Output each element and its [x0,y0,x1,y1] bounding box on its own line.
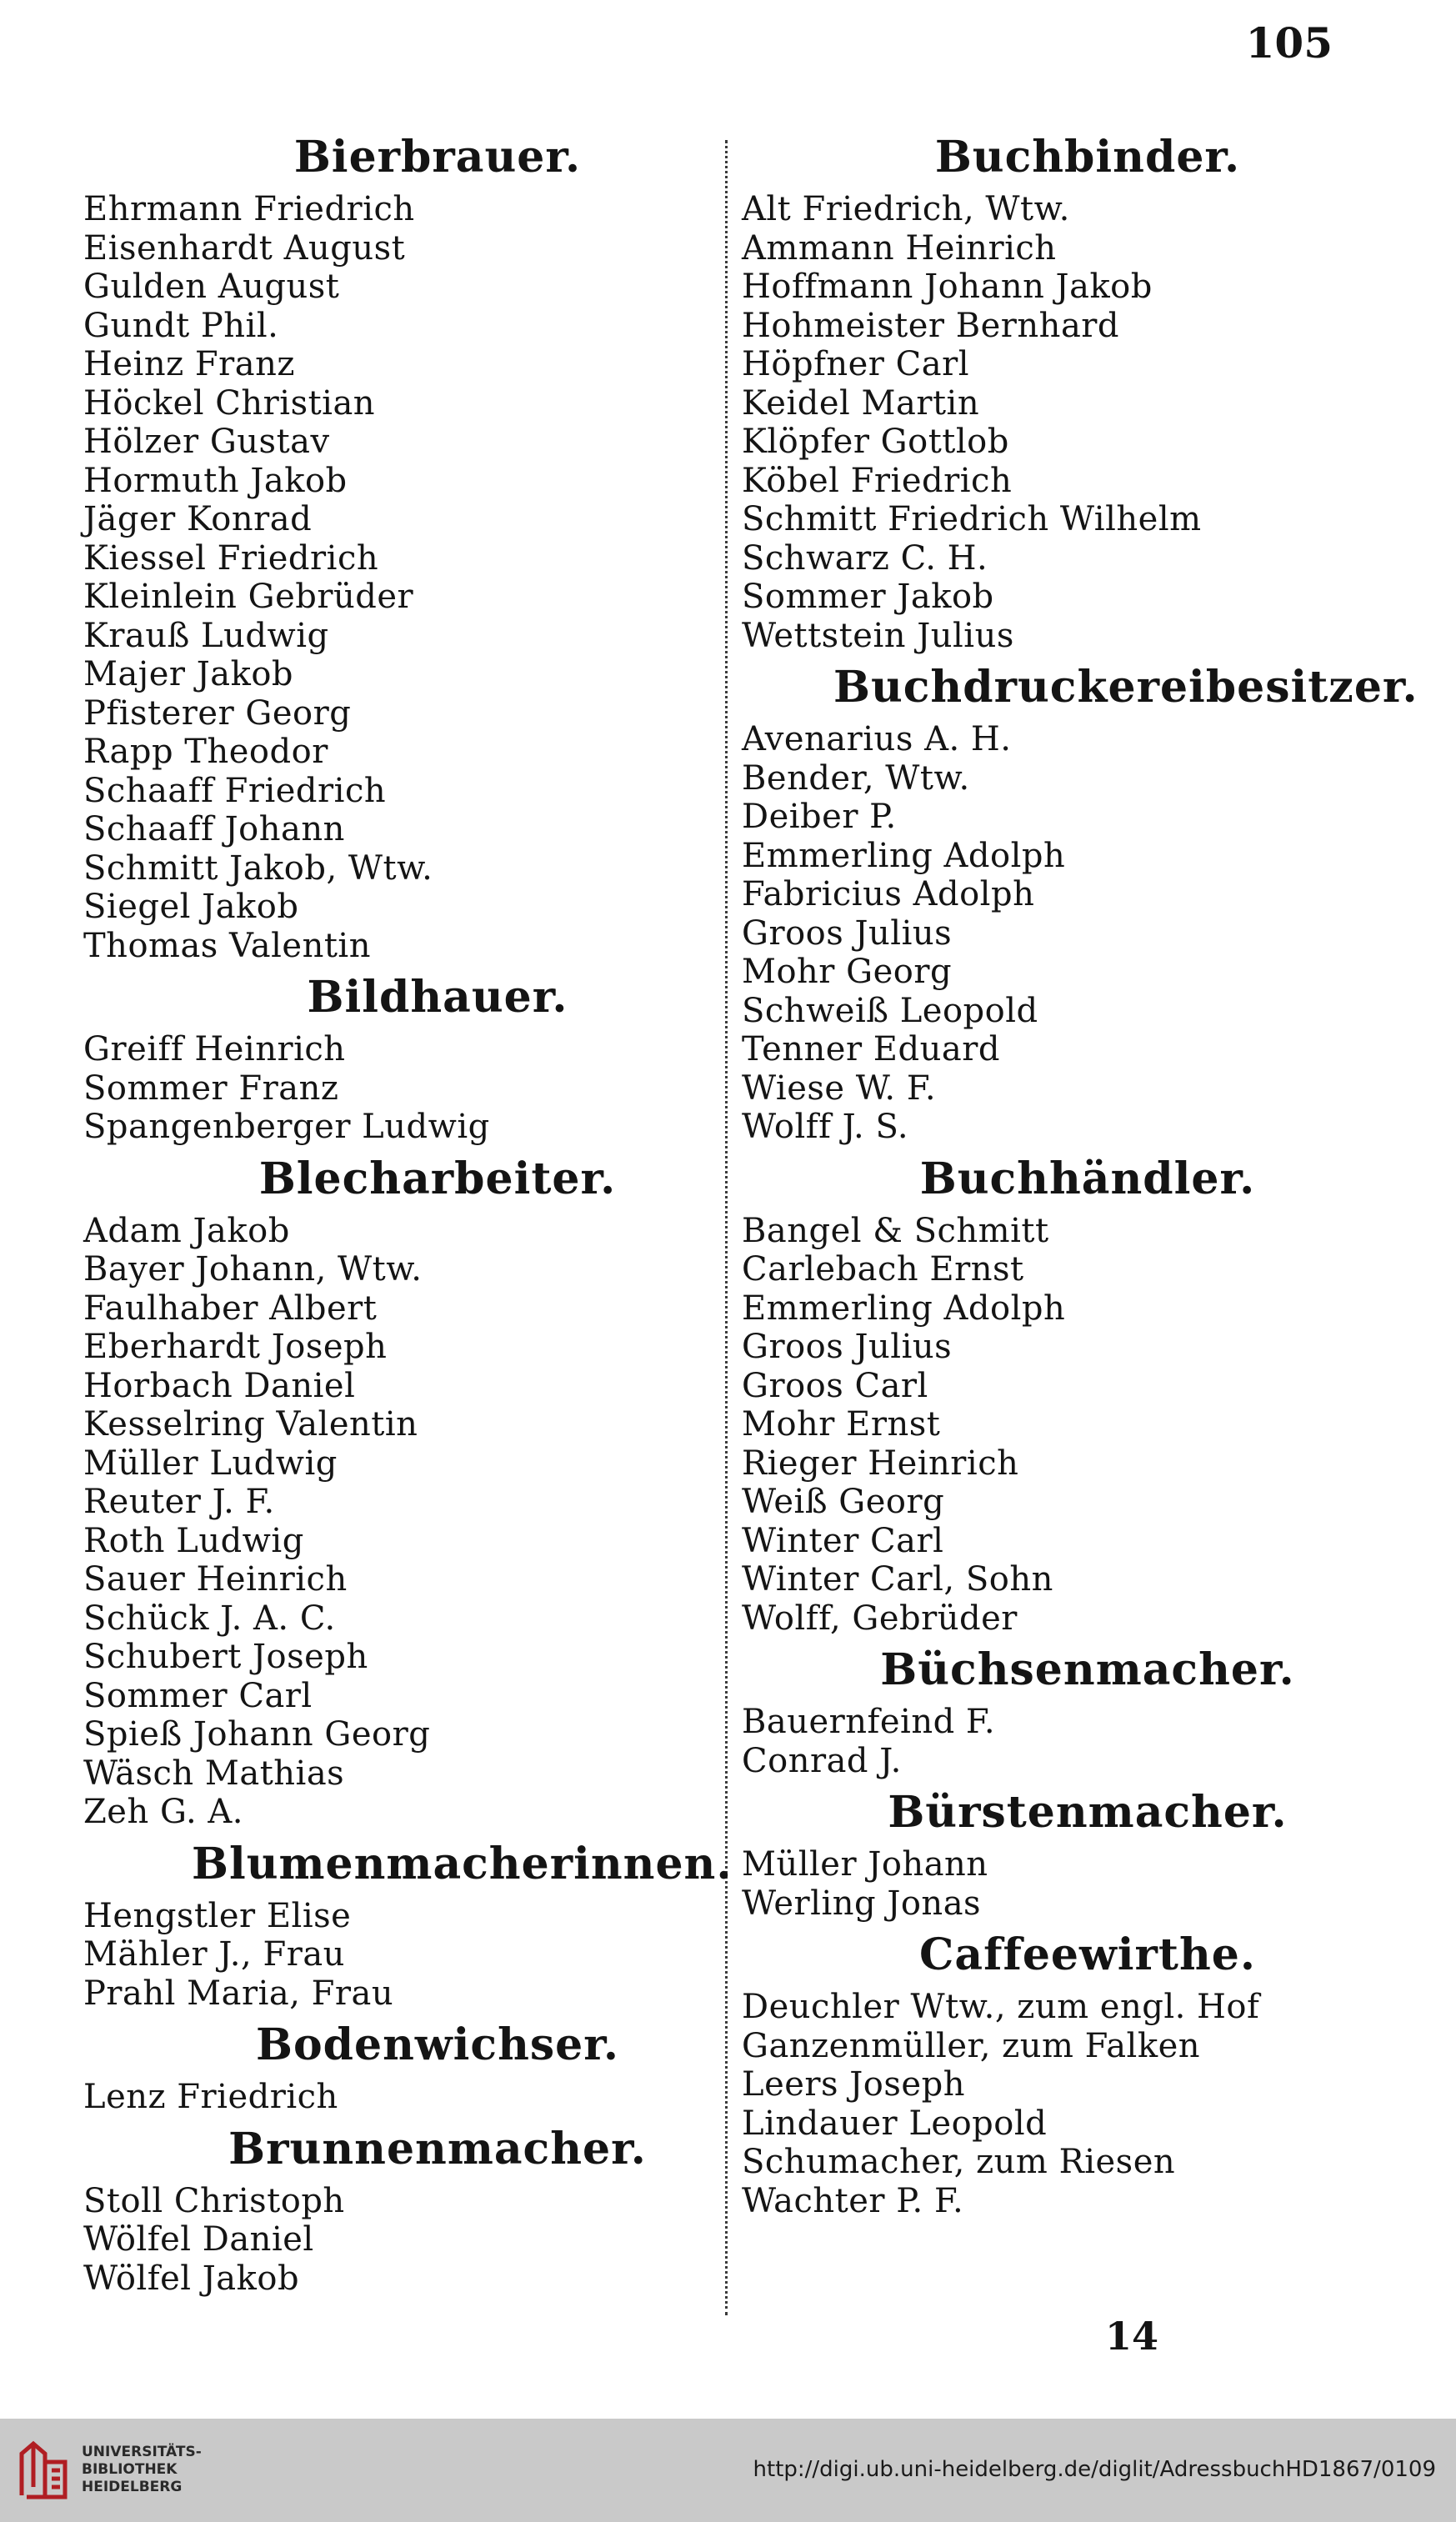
directory-entry: Bayer Johann, Wtw. [83,1250,423,1289]
directory-entry: Kesselring Valentin [83,1405,418,1444]
directory-entry: Sommer Jakob [742,578,994,616]
directory-entry: Gulden August [83,268,340,306]
directory-entry: Winter Carl, Sohn [742,1560,1053,1599]
directory-entry: Eisenhardt August [83,228,406,268]
directory-entry: Winter Carl [742,1521,944,1560]
directory-entry: Eberhardt Joseph [83,1328,388,1366]
directory-entry: Weiß Georg [742,1483,945,1521]
entry-list [742,720,1342,1147]
trade-heading: Buchbinder. [934,132,1241,183]
directory-entry: Groos Julius [742,913,953,953]
entry-list [742,1988,1342,2220]
directory-entry: Höckel Christian [83,383,376,423]
directory-entry: Krauß Ludwig [83,616,329,655]
trade-heading: Caffeewirthe. [919,1929,1256,1980]
trade-heading: Blumenmacherinnen. [192,1838,733,1889]
directory-entry: Emmerling Adolph [742,1289,1066,1328]
directory-entry: Schmitt Jakob, Wtw. [83,848,433,888]
entry-list [742,1845,1342,1923]
library-name [82,2444,202,2496]
directory-entry: Conrad J. [742,1741,902,1780]
directory-entry: Groos Julius [742,1328,953,1366]
directory-entry: Deuchler Wtw., zum engl. Hof [742,1988,1260,2026]
directory-entry: Schmitt Friedrich Wilhelm [742,500,1202,538]
directory-entry: Fabricius Adolph [742,875,1035,913]
directory-entry: Hölzer Gustav [83,423,330,461]
directory-entry: Siegel Jakob [83,888,299,926]
directory-entry: Bangel & Schmitt [742,1211,1049,1250]
directory-entry: Horbach Daniel [83,1366,356,1405]
directory-entry: Jäger Konrad [83,500,313,538]
directory-entry: Kleinlein Gebrüder [83,578,414,616]
directory-entry: Rapp Theodor [83,733,328,771]
directory-entry: Köbel Friedrich [742,461,1013,500]
trade-section [83,2013,683,2117]
trade-section [742,1147,1342,1639]
directory-entry: Bauernfeind F. [742,1703,996,1741]
directory-entry: Schweiß Leopold [742,991,1038,1030]
directory-entry: Wettstein Julius [742,616,1014,655]
trade-section [83,965,683,1147]
directory-entry: Majer Jakob [83,655,294,693]
directory-entry: Leers Joseph [742,2065,965,2104]
directory-entry: Thomas Valentin [83,926,371,965]
directory-entry: Emmerling Adolph [742,836,1066,875]
directory-entry: Lindauer Leopold [742,2104,1048,2143]
entry-list [83,2182,683,2299]
directory-entry: Wachter P. F. [742,2181,964,2220]
trade-heading: Buchhändler. [919,1153,1256,1204]
directory-entry: Prahl Maria, Frau [83,1974,394,2013]
directory-entry: Mähler J., Frau [83,1935,345,1974]
directory-entry: Müller Ludwig [83,1444,338,1483]
directory-entry: Deiber P. [742,798,897,836]
library-name-line: BIBLIOTHEK [82,2461,178,2478]
trade-heading: Buchdruckereibesitzer. [833,662,1418,713]
directory-entry: Sommer Franz [83,1068,339,1108]
trade-heading: Bildhauer. [307,972,568,1023]
directory-entry: Avenarius A. H. [742,720,1012,758]
trade-section [83,2117,683,2299]
directory-entry: Schaaff Friedrich [83,771,387,810]
directory-entry: Mohr Ernst [742,1405,941,1444]
directory-entry: Klöpfer Gottlob [742,423,1009,461]
entry-list [83,190,683,965]
trade-section [742,1780,1342,1923]
trade-heading: Büchsenmacher. [880,1644,1295,1695]
right-column [742,125,1418,2220]
library-name-line: UNIVERSITÄTS- [82,2444,202,2460]
trade-section [742,1923,1342,2220]
directory-entry: Wolff J. S. [742,1108,909,1146]
directory-entry: Bender, Wtw. [742,758,970,798]
directory-entry: Alt Friedrich, Wtw. [742,190,1070,228]
directory-entry: Heinz Franz [83,345,295,383]
directory-entry: Groos Carl [742,1366,928,1405]
directory-entry: Pfisterer Georg [83,693,352,733]
page-number: 105 [1245,18,1333,68]
trade-heading: Brunnenmacher. [228,2123,647,2174]
source-url[interactable]: http://digi.ub.uni-heidelberg.de/diglit/AdressbuchHD1867/0109 [753,2457,1436,2482]
trade-section [742,1638,1342,1780]
entry-list [83,1030,683,1147]
entry-list [742,190,1342,655]
entry-list [83,1212,683,1832]
column-divider [725,140,728,2315]
directory-entry: Adam Jakob [83,1211,290,1250]
directory-entry: Hengstler Elise [83,1896,352,1935]
directory-entry: Wolff, Gebrüder [742,1599,1018,1638]
trade-heading: Bürstenmacher. [888,1787,1288,1838]
library-logo-icon [15,2437,73,2504]
directory-entry: Reuter J. F. [83,1483,275,1521]
directory-entry: Spangenberger Ludwig [83,1108,490,1146]
library-name-line: HEIDELBERG [82,2479,183,2495]
directory-entry: Schwarz C. H. [742,538,988,578]
directory-entry: Schubert Joseph [83,1638,368,1676]
directory-entry: Ammann Heinrich [742,228,1057,268]
directory-entry: Höpfner Carl [742,345,970,383]
directory-entry: Wölfel Jakob [83,2259,300,2298]
trade-heading: Blecharbeiter. [258,1153,617,1204]
directory-entry: Rieger Heinrich [742,1444,1019,1483]
trade-heading: Bodenwichser. [256,2019,619,2070]
entry-list [83,2078,683,2117]
trade-section [83,1147,683,1832]
library-bar [0,2419,1456,2522]
directory-entry: Schumacher, zum Riesen [742,2143,1176,2181]
directory-entry: Stoll Christoph [83,2181,345,2220]
directory-entry: Keidel Martin [742,383,980,423]
trade-section [742,125,1342,655]
directory-entry: Carlebach Ernst [742,1250,1024,1289]
trade-section [83,125,683,965]
directory-entry: Schück J. A. C. [83,1599,336,1638]
directory-entry: Gundt Phil. [83,306,279,345]
directory-entry: Roth Ludwig [83,1521,304,1560]
directory-entry: Sommer Carl [83,1676,313,1715]
directory-entry: Ganzenmüller, zum Falken [742,2026,1201,2065]
directory-entry: Sauer Heinrich [83,1560,348,1599]
directory-entry: Wölfel Daniel [83,2220,314,2259]
directory-entry: Schaaff Johann [83,810,345,848]
directory-entry: Wäsch Mathias [83,1754,345,1793]
left-column [83,125,733,2298]
directory-entry: Werling Jonas [742,1884,982,1923]
directory-entry: Ehrmann Friedrich [83,190,415,228]
directory-entry: Hohmeister Bernhard [742,306,1120,345]
directory-entry: Spieß Johann Georg [83,1715,431,1754]
directory-entry: Tenner Eduard [742,1030,1000,1068]
trade-section [83,1832,733,2014]
trade-heading: Bierbrauer. [293,132,582,183]
directory-entry: Greiff Heinrich [83,1030,346,1068]
directory-entry: Lenz Friedrich [83,2078,338,2116]
directory-entry: Zeh G. A. [83,1793,243,1831]
footer-signature: 14 [1105,2314,1159,2359]
directory-entry: Mohr Georg [742,953,953,991]
directory-entry: Kiessel Friedrich [83,538,379,578]
entry-list [742,1703,1342,1780]
directory-entry: Hoffmann Johann Jakob [742,268,1153,306]
directory-entry: Wiese W. F. [742,1068,937,1108]
entry-list [83,1897,683,2014]
directory-entry: Müller Johann [742,1845,988,1884]
directory-entry: Hormuth Jakob [83,461,348,500]
trade-section [742,655,1418,1147]
entry-list [742,1212,1342,1639]
directory-entry: Faulhaber Albert [83,1289,378,1328]
